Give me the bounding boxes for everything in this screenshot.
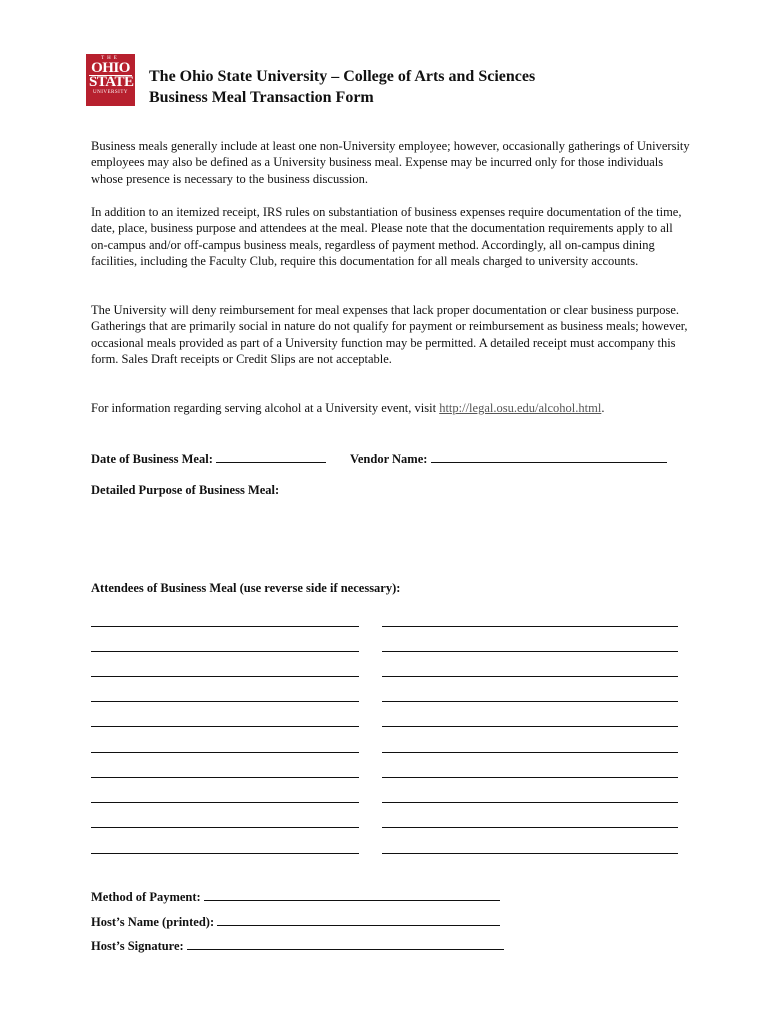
- host-signature-label: Host’s Signature:: [91, 939, 184, 953]
- attendee-line[interactable]: [382, 827, 678, 828]
- payment-field: [91, 888, 500, 905]
- host-name-label: Host’s Name (printed):: [91, 915, 215, 929]
- osu-logo: [86, 54, 135, 106]
- purpose-label: Detailed Purpose of Business Meal:: [91, 483, 280, 497]
- vendor-input-line[interactable]: [431, 450, 667, 463]
- title-line-1: The Ohio State University – College of Arts and Sciences: [149, 68, 536, 85]
- attendee-line[interactable]: [91, 651, 359, 652]
- attendee-line[interactable]: [91, 853, 359, 854]
- date-label: Date of Business Meal:: [91, 452, 213, 466]
- attendee-line[interactable]: [382, 853, 678, 854]
- attendee-line[interactable]: [382, 701, 678, 702]
- logo-university: UNIVERSITY: [93, 90, 128, 95]
- form-title: [149, 66, 535, 108]
- vendor-field: [350, 450, 667, 467]
- attendee-line[interactable]: [91, 752, 359, 753]
- attendee-line[interactable]: [382, 651, 678, 652]
- attendee-line[interactable]: [382, 626, 678, 627]
- attendee-line[interactable]: [91, 802, 359, 803]
- attendee-line[interactable]: [91, 777, 359, 778]
- attendee-line[interactable]: [91, 726, 359, 727]
- attendee-line[interactable]: [382, 777, 678, 778]
- vendor-label: Vendor Name:: [350, 452, 428, 466]
- host-name-field: [91, 913, 500, 930]
- logo-the: THE: [101, 56, 120, 61]
- alcohol-paragraph: [91, 400, 691, 416]
- host-signature-input-line[interactable]: [187, 937, 504, 950]
- attendee-line[interactable]: [91, 676, 359, 677]
- attendee-line[interactable]: [382, 726, 678, 727]
- attendee-line[interactable]: [91, 827, 359, 828]
- date-field: [91, 450, 326, 467]
- logo-ohio: OHIO: [91, 60, 130, 76]
- alcohol-text: For information regarding serving alcohol at a University event, visit: [91, 401, 440, 415]
- attendee-line[interactable]: [382, 676, 678, 677]
- intro-paragraph: Business meals generally include at least one non-University employee; however, occasionally gatherings of University employees may also be defined as a University business meal. Expense may be incurred only for those individuals whose presence is necessary to the business discussion.: [91, 139, 690, 186]
- irs-paragraph: In addition to an itemized receipt, IRS rules on substantiation of business expenses require documentation of the time, date, place, business purpose and attendees at the meal. Please note that the documentation requirements apply to all on-campus and/or off-campus business meals, regardless of payment method. Accordingly, all on-campus dining facilities, including the Faculty Club, require this documentation for all meals charged to university accounts.: [91, 205, 682, 268]
- payment-input-line[interactable]: [204, 888, 500, 901]
- attendee-line[interactable]: [91, 626, 359, 627]
- attendee-line[interactable]: [382, 752, 678, 753]
- attendee-line[interactable]: [382, 802, 678, 803]
- title-line-2: Business Meal Transaction Form: [149, 89, 374, 106]
- host-name-input-line[interactable]: [217, 913, 500, 926]
- date-input-line[interactable]: [216, 450, 326, 463]
- attendee-line[interactable]: [91, 701, 359, 702]
- payment-label: Method of Payment:: [91, 890, 201, 904]
- attendees-label: Attendees of Business Meal (use reverse side if necessary):: [91, 581, 401, 595]
- logo-state: STATE: [89, 74, 134, 90]
- host-signature-field: [91, 937, 504, 954]
- alcohol-suffix: .: [601, 401, 605, 415]
- reimbursement-paragraph: The University will deny reimbursement for meal expenses that lack proper documentation or clear business purpose. Gatherings that are primarily social in nature do not qualify for payment or reimbursement as business meals; however, occasional meals provided as part of a University function may be permitted. A detailed receipt must accompany this form. Sales Draft receipts or Credit Slips are not acceptable.: [91, 303, 688, 366]
- alcohol-link[interactable]: http://legal.osu.edu/alcohol.html: [439, 401, 602, 415]
